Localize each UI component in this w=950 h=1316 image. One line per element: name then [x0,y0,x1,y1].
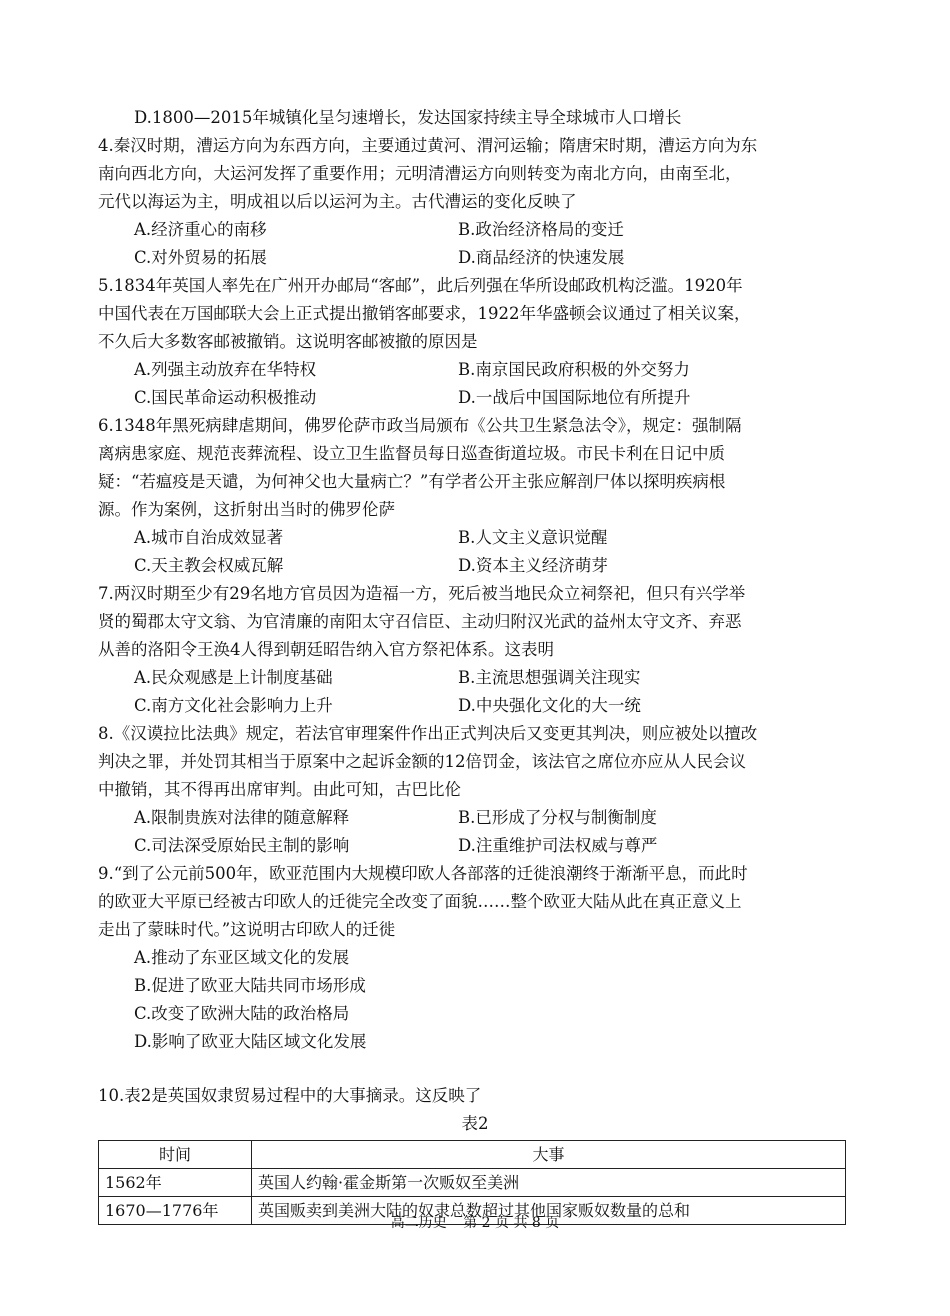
option-c: C.天主教会权威瓦解 [134,556,284,575]
option-b: B.主流思想强调关注现实 [458,668,641,687]
option-c: C.对外贸易的拓展 [134,248,267,267]
question-10 [98,1082,852,1225]
question-stem-line: 贤的蜀郡太守文翁、为官清廉的南阳太守召信臣、主动归附汉光武的益州太守文齐、弃恶 [98,612,742,631]
table-header-time: 时间 [99,1141,252,1169]
exam-page [98,104,852,1225]
option-b: B.人文主义意识觉醒 [458,528,608,547]
table-cell-event: 英国贩卖到美洲大陆的奴隶总数超过其他国家贩奴数量的总和 [252,1197,846,1225]
option-c: C.改变了欧洲大陆的政治格局 [134,1004,350,1023]
q3-option-d: D.1800—2015年城镇化呈匀速增长，发达国家持续主导全球城市人口增长 [134,108,682,127]
option-d: D.影响了欧亚大陆区域文化发展 [134,1032,367,1051]
option-b: B.南京国民政府积极的外交努力 [458,360,690,379]
question-stem-line: 中国代表在万国邮联大会上正式提出撤销客邮要求，1922年华盛顿会议通过了相关议案， [98,304,751,323]
option-d: D.中央强化文化的大一统 [458,696,641,715]
page-footer [0,1212,950,1232]
question-5 [98,272,852,412]
question-stem-line: 5.1834年英国人率先在广州开办邮局“客邮”，此后列强在华所设邮政机构泛滥。1920年 [98,276,743,295]
question-stem-line: 源。作为案例，这折射出当时的佛罗伦萨 [98,500,395,519]
question-7 [98,580,852,720]
option-a: A.列强主动放弃在华特权 [134,360,317,379]
option-b: B.促进了欧亚大陆共同市场形成 [134,976,366,995]
option-d: D.一战后中国国际地位有所提升 [458,388,691,407]
question-8 [98,720,852,860]
question-stem-line: 4.秦汉时期，漕运方向为东西方向，主要通过黄河、渭河运输；隋唐宋时期，漕运方向为东 [98,136,758,155]
question-stem-line: 中撤销，其不得再出席审判。由此可知，古巴比伦 [98,780,461,799]
question-stem-line: 元代以海运为主，明成祖以后以运河为主。古代漕运的变化反映了 [98,192,577,211]
question-stem-line: 7.两汉时期至少有29名地方官员因为造福一方，死后被当地民众立祠祭祀，但只有兴学举 [98,584,746,603]
question-stem-line: 判决之罪，并处罚其相当于原案中之起诉金额的12倍罚金，该法官之席位亦应从人民会议 [98,752,746,771]
option-b: B.政治经济格局的变迁 [458,220,624,239]
option-a: A.经济重心的南移 [134,220,267,239]
question-9 [98,860,852,1056]
option-c: C.国民革命运动积极推动 [134,388,317,407]
table-row [99,1169,846,1197]
footer-subject: 高二历史 [390,1215,447,1231]
question-stem-line: 南向西北方向，大运河发挥了重要作用；元明清漕运方向则转变为南北方向，由南至北， [98,164,742,183]
question-6 [98,412,852,580]
table-cell-time: 1562年 [99,1169,252,1197]
question-stem-line: 9.“到了公元前500年，欧亚范围内大规模印欧人各部落的迁徙浪潮终于渐渐平息，而此时 [98,864,748,883]
option-a: A.城市自治成效显著 [134,528,284,547]
table-header-event: 大事 [252,1141,846,1169]
question-stem-line: 8.《汉谟拉比法典》规定，若法官审理案件作出正式判决后又变更其判决，则应被处以擅改 [98,724,758,743]
question-4 [98,132,852,272]
option-d: D.注重维护司法权威与尊严 [458,836,658,855]
option-c: C.南方文化社会影响力上升 [134,696,333,715]
option-a: A.限制贵族对法律的随意解释 [134,808,350,827]
table-header-row [99,1141,846,1169]
question-stem-line: 从善的洛阳令王涣4人得到朝廷昭告纳入官方祭祀体系。这表明 [98,640,554,659]
option-d: D.资本主义经济萌芽 [458,556,608,575]
question-stem-line: 不久后大多数客邮被撤销。这说明客邮被撤的原因是 [98,332,478,351]
question-stem-line: 10.表2是英国奴隶贸易过程中的大事摘录。这反映了 [98,1086,482,1105]
option-c: C.司法深受原始民主制的影响 [134,836,350,855]
table-caption: 表2 [461,1114,489,1133]
question-stem-line: 疑：“若瘟疫是天谴，为何神父也大量病亡？”有学者公开主张应解剖尸体以探明疾病根 [98,472,726,491]
question-stem-line: 离病患家庭、规范丧葬流程、设立卫生监督员每日巡查街道垃圾。市民卡利在日记中质 [98,444,725,463]
option-b: B.已形成了分权与制衡制度 [458,808,657,827]
question-stem-line: 6.1348年黑死病肆虐期间，佛罗伦萨市政当局颁布《公共卫生紧急法令》，规定：强制隔 [98,416,742,435]
table-cell-time: 1670—1776年 [99,1197,252,1225]
question-stem-line: 的欧亚大平原已经被古印欧人的迁徙完全改变了面貌……整个欧亚大陆从此在真正意义上 [98,892,742,911]
option-a: A.民众观感是上计制度基础 [134,668,333,687]
table-cell-event: 英国人约翰·霍金斯第一次贩奴至美洲 [252,1169,846,1197]
option-a: A.推动了东亚区域文化的发展 [134,948,350,967]
question-stem-line: 走出了蒙昧时代。”这说明古印欧人的迁徙 [98,920,396,939]
option-d: D.商品经济的快速发展 [458,248,625,267]
footer-page-number: 第 2 页 共 8 页 [463,1215,560,1231]
